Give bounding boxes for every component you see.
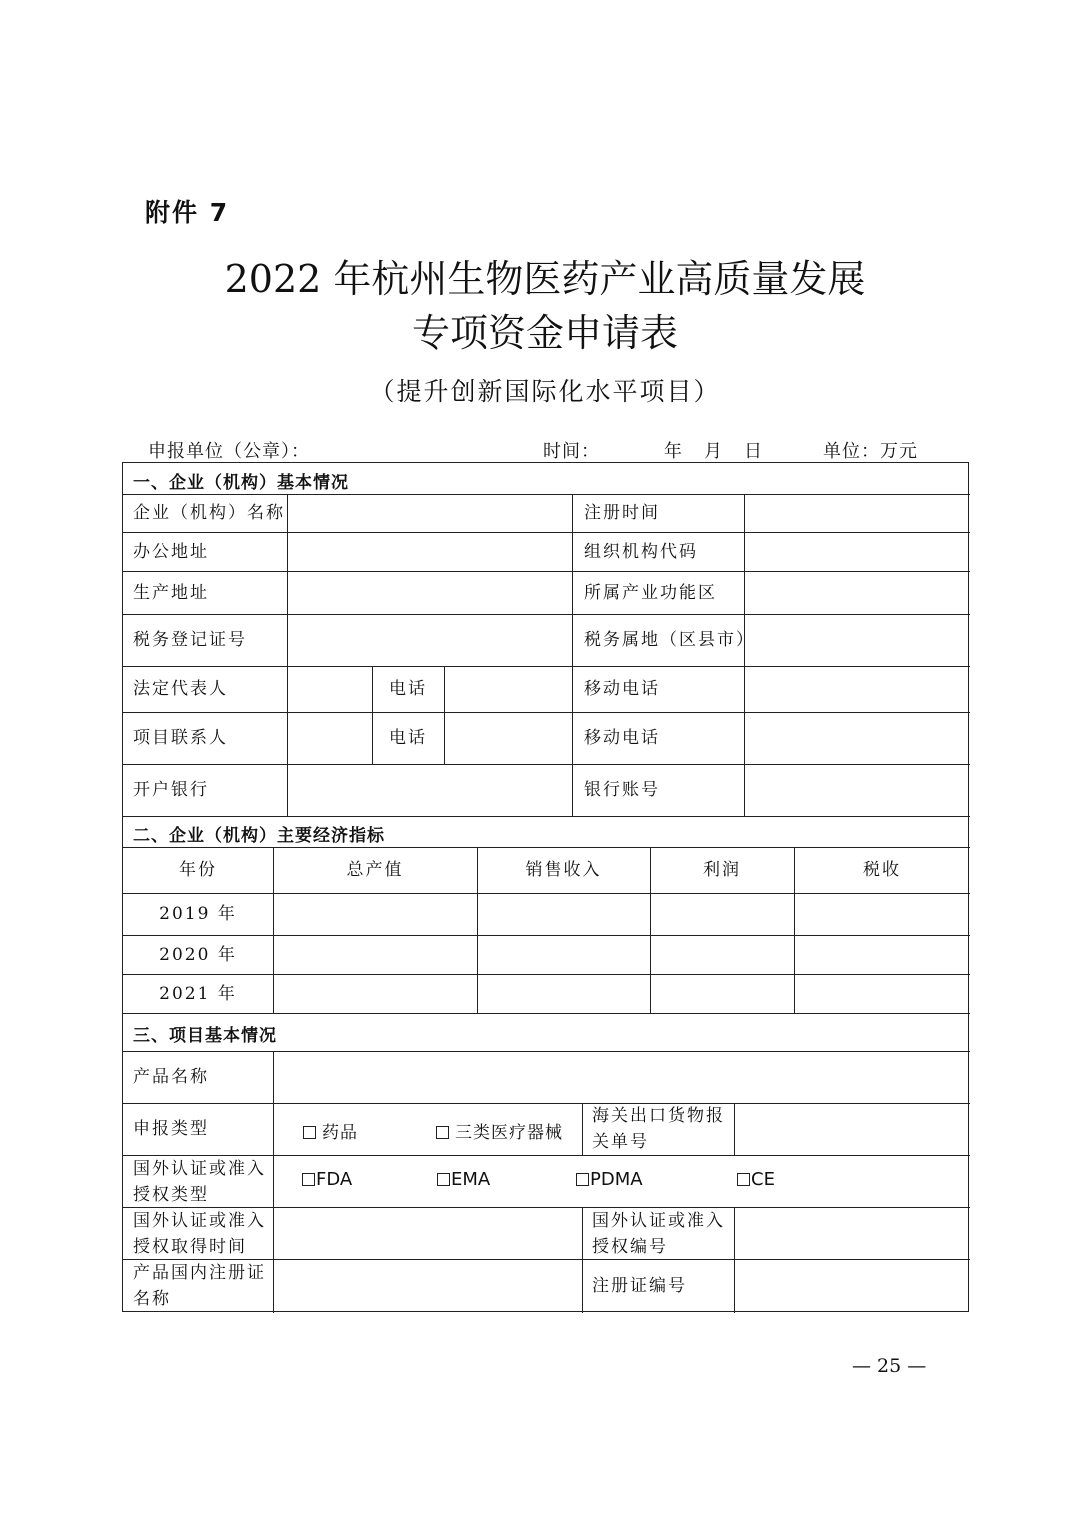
tax-reg-label: 税务登记证号 — [133, 630, 247, 650]
domestic-reg-label-line1: 产品国内注册证 — [133, 1263, 266, 1283]
col-tax-header: 税收 — [863, 860, 901, 880]
attachment-label: 附件 7 — [145, 198, 230, 227]
unit-label: 单位：万元 — [823, 441, 918, 462]
page-title-line2: 专项资金申请表 — [411, 311, 678, 355]
account-label: 银行账号 — [584, 780, 660, 800]
year-label: 年 — [664, 441, 683, 462]
checkbox-icon — [737, 1173, 750, 1186]
checkbox-icon — [436, 1126, 449, 1139]
year-2019: 2019 年 — [159, 904, 237, 924]
org-code-label: 组织机构代码 — [584, 542, 698, 562]
contact-mobile-label: 移动电话 — [584, 728, 660, 748]
col-profit-header: 利润 — [703, 860, 741, 880]
option-ema[interactable]: EMA — [437, 1169, 490, 1190]
applicant-label: 申报单位（公章）： — [148, 441, 310, 462]
contact-phone-label: 电话 — [389, 728, 427, 748]
section2-heading: 二、企业（机构）主要经济指标 — [133, 826, 385, 846]
checkbox-icon — [303, 1126, 316, 1139]
product-name-label: 产品名称 — [133, 1067, 209, 1087]
production-address-label: 生产地址 — [133, 583, 209, 603]
cert-type-label-line2: 授权类型 — [133, 1185, 209, 1205]
option-device[interactable]: 三类医疗器械 — [436, 1118, 563, 1143]
section1-heading: 一、企业（机构）基本情况 — [133, 473, 349, 493]
day-label: 日 — [744, 441, 763, 462]
contact-label: 项目联系人 — [133, 728, 228, 748]
page-subtitle: （提升创新国际化水平项目） — [369, 377, 721, 406]
cert-no-label-line2: 授权编号 — [592, 1237, 668, 1257]
cert-time-label-line1: 国外认证或准入 — [133, 1211, 266, 1231]
reg-time-label: 注册时间 — [584, 503, 660, 523]
col-output-header: 总产值 — [346, 860, 404, 880]
bank-label: 开户银行 — [133, 780, 209, 800]
checkbox-icon — [576, 1173, 589, 1186]
cert-no-label-line1: 国外认证或准入 — [592, 1211, 725, 1231]
year-2021: 2021 年 — [159, 984, 237, 1004]
legal-rep-label: 法定代表人 — [133, 679, 228, 699]
option-ce[interactable]: CE — [737, 1169, 775, 1190]
cert-type-label-line1: 国外认证或准入 — [133, 1159, 266, 1179]
customs-label-line2: 关单号 — [592, 1132, 649, 1152]
tax-district-label: 税务属地（区县市） — [584, 630, 755, 650]
customs-label-line1: 海关出口货物报 — [592, 1106, 725, 1126]
option-fda[interactable]: FDA — [302, 1169, 352, 1190]
legal-rep-phone-label: 电话 — [389, 679, 427, 699]
office-address-label: 办公地址 — [133, 542, 209, 562]
cert-time-label-line2: 授权取得时间 — [133, 1237, 247, 1257]
year-2020: 2020 年 — [159, 945, 237, 965]
checkbox-icon — [437, 1173, 450, 1186]
application-form — [122, 462, 969, 1312]
section3-heading: 三、项目基本情况 — [133, 1026, 277, 1046]
function-zone-label: 所属产业功能区 — [584, 583, 717, 603]
page-number: — 25 — — [852, 1355, 927, 1377]
apply-type-label: 申报类型 — [133, 1119, 209, 1139]
page-title-line1: 2022 年杭州生物医药产业高质量发展 — [224, 257, 866, 301]
col-year-header: 年份 — [179, 860, 217, 880]
reg-no-label: 注册证编号 — [592, 1276, 687, 1296]
domestic-reg-label-line2: 名称 — [133, 1289, 171, 1309]
col-sales-header: 销售收入 — [525, 860, 602, 880]
checkbox-icon — [302, 1173, 315, 1186]
month-label: 月 — [704, 441, 723, 462]
option-drug[interactable]: 药品 — [303, 1118, 358, 1143]
legal-rep-mobile-label: 移动电话 — [584, 679, 660, 699]
time-label: 时间： — [543, 441, 600, 462]
option-pdma[interactable]: PDMA — [576, 1169, 643, 1190]
company-name-label: 企业（机构）名称 — [133, 503, 285, 523]
